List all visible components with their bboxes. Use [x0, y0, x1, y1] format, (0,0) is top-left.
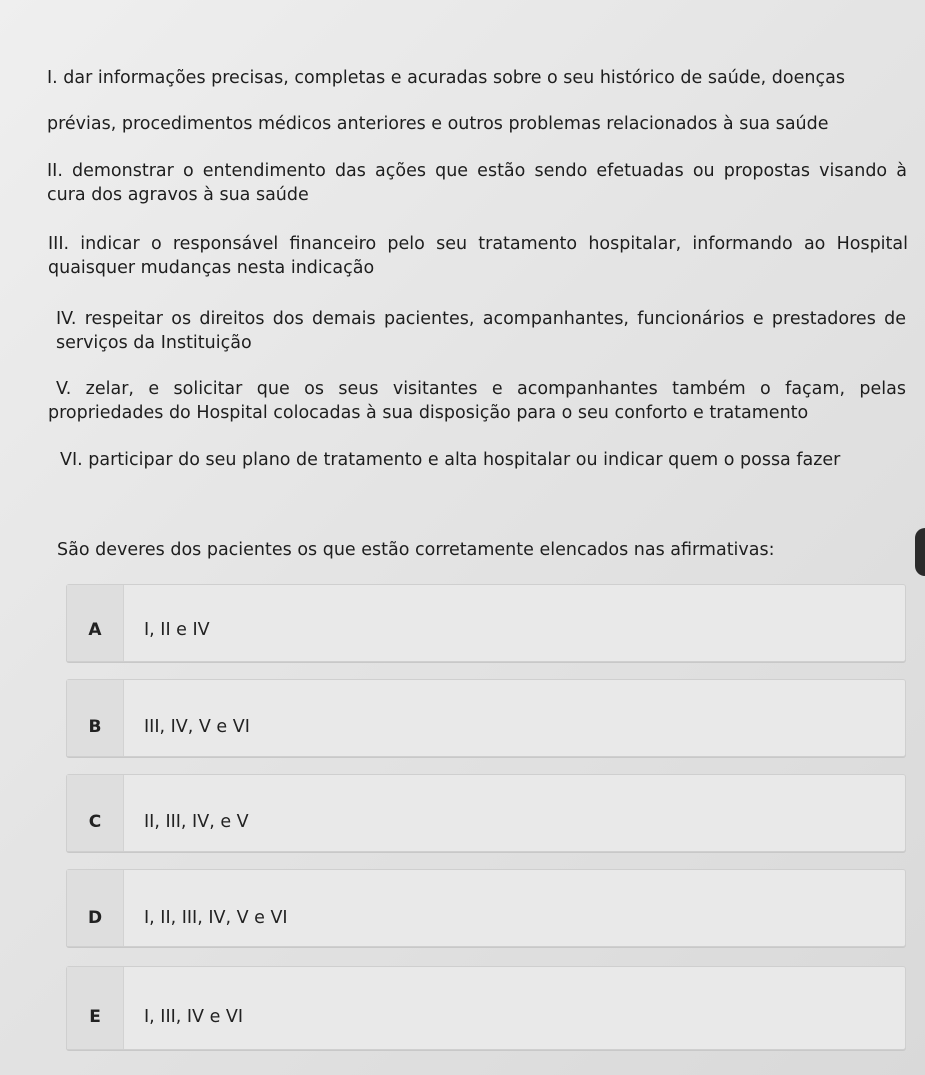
- option-e-text: I, III, IV e VI: [144, 1007, 244, 1027]
- question-prompt: São deveres dos pacientes os que estão corretamente elencados nas afirmativas:: [57, 540, 775, 560]
- statement-5-line-1: V. zelar, e solicitar que os seus visitantes e acompanhantes também o façam, pelas: [56, 379, 906, 399]
- statement-4-line-1: IV. respeitar os direitos dos demais pacientes, acompanhantes, funcionários e prestadores de: [56, 309, 906, 329]
- option-a-letter: A: [88, 620, 102, 640]
- statement-3-line-2: quaisquer mudanças nesta indicação: [48, 258, 375, 278]
- statement-5-line-2: propriedades do Hospital colocadas à sua disposição para o seu conforto e tratamento: [48, 403, 809, 423]
- option-d[interactable]: [66, 869, 906, 947]
- option-b-text: III, IV, V e VI: [144, 717, 250, 737]
- statement-3-line-1: III. indicar o responsável financeiro pelo seu tratamento hospitalar, informando ao Hospital: [48, 234, 908, 254]
- option-e-letter: E: [89, 1007, 101, 1027]
- statement-4: [56, 307, 906, 355]
- statement-2-line-2: cura dos agravos à sua saúde: [47, 185, 309, 205]
- statement-3: [48, 232, 908, 280]
- statement-4-line-2: serviços da Instituição: [56, 333, 252, 353]
- statement-1-line-1: I. dar informações precisas, completas e acuradas sobre o seu histórico de saúde, doenças: [47, 68, 845, 88]
- option-c-text: II, III, IV, e V: [144, 812, 249, 832]
- statement-6: [60, 448, 910, 472]
- option-b[interactable]: [66, 679, 906, 757]
- option-c[interactable]: [66, 774, 906, 852]
- statement-6-line-1: VI. participar do seu plano de tratamento e alta hospitalar ou indicar quem o possa fazer: [60, 450, 841, 470]
- statement-5: [48, 377, 906, 425]
- option-c-letter: C: [88, 812, 102, 832]
- statement-2-line-1: II. demonstrar o entendimento das ações que estão sendo efetuadas ou propostas visando à: [47, 161, 907, 181]
- option-a[interactable]: [66, 584, 906, 662]
- edge-shadow: [915, 528, 925, 576]
- statement-1: [47, 66, 907, 136]
- option-a-text: I, II e IV: [144, 620, 210, 640]
- option-d-text: I, II, III, IV, V e VI: [144, 908, 288, 928]
- option-b-letter: B: [88, 717, 102, 737]
- option-e[interactable]: [66, 966, 906, 1050]
- option-d-letter: D: [87, 908, 103, 928]
- statement-2: [47, 159, 907, 207]
- statement-1-line-2: prévias, procedimentos médicos anteriores e outros problemas relacionados à sua saúde: [47, 114, 829, 134]
